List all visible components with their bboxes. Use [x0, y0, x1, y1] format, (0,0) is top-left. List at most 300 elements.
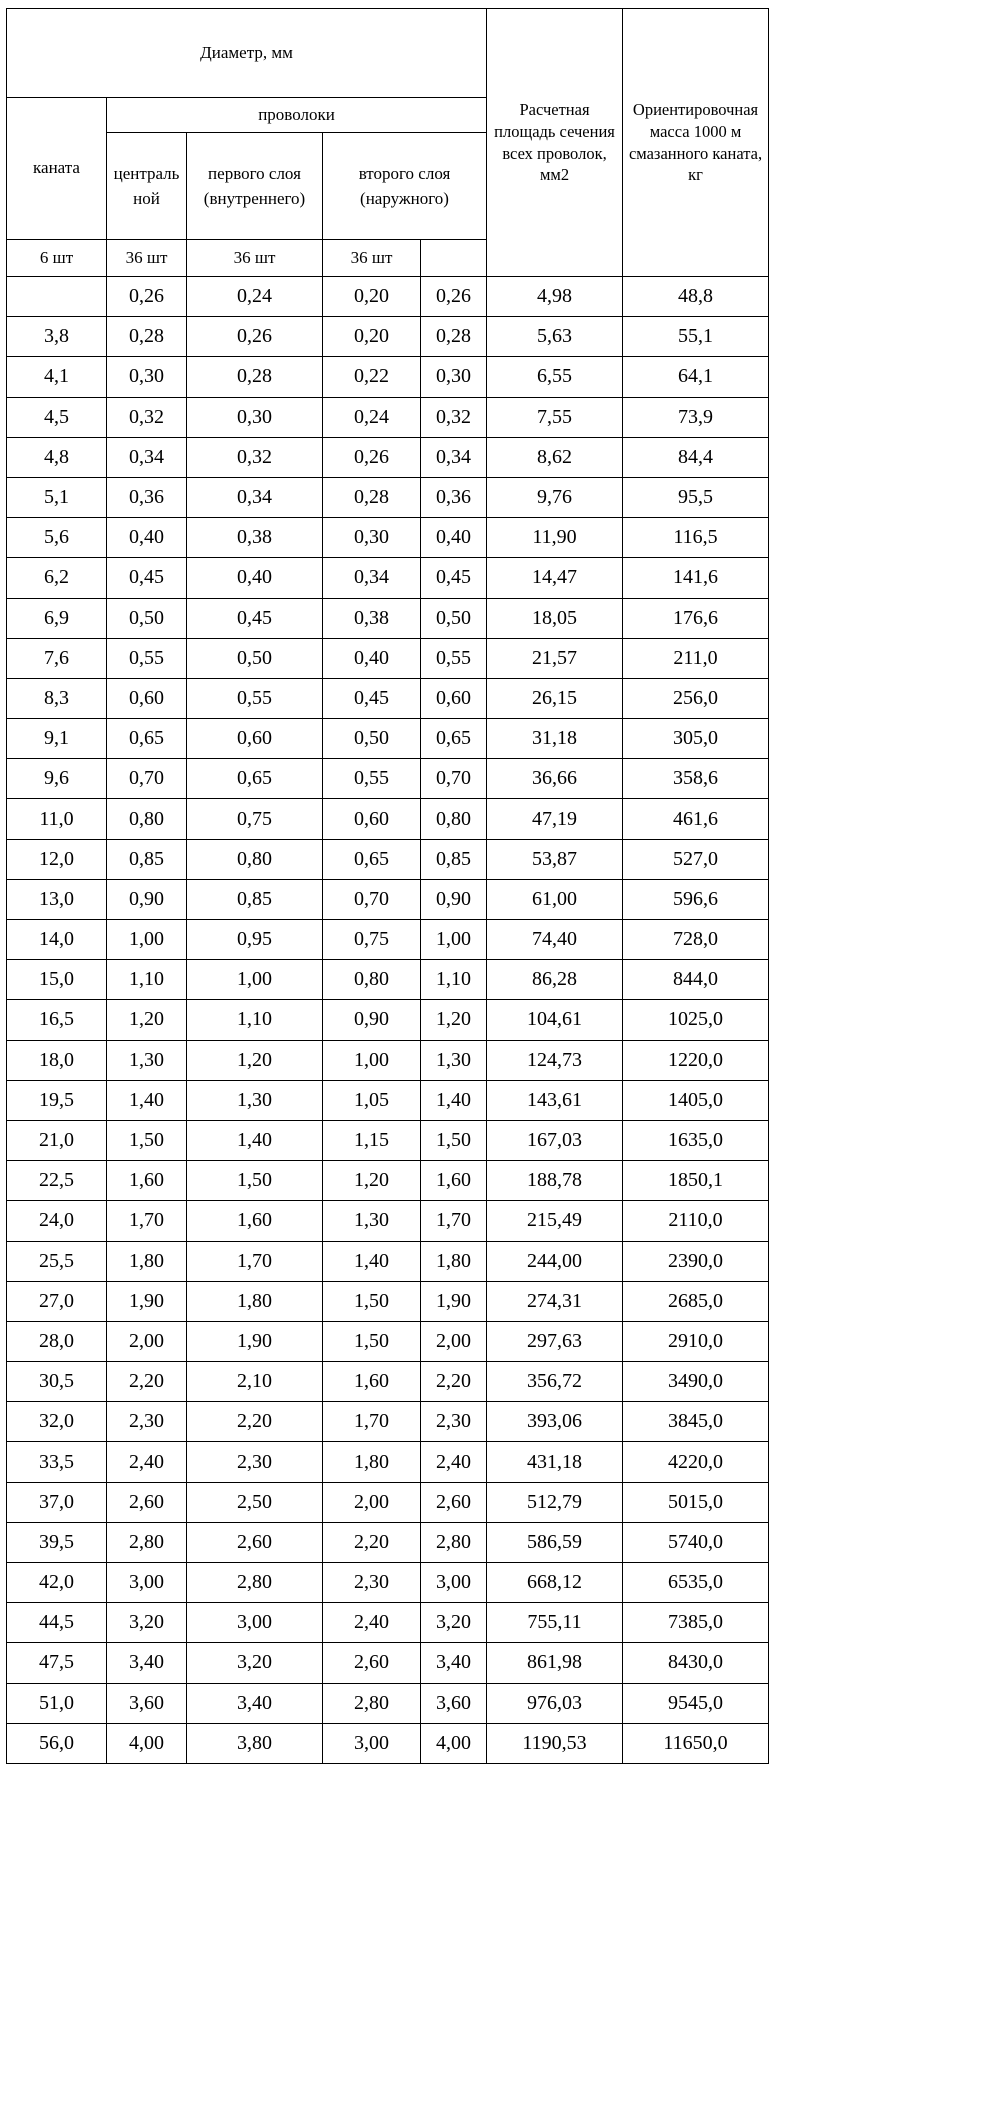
- cell-first-layer: 2,80: [187, 1563, 323, 1603]
- table-row: [7, 1522, 769, 1562]
- cell-section-area: 9,76: [487, 477, 623, 517]
- cell-second-layer-a: 1,70: [323, 1402, 421, 1442]
- cell-second-layer-b: 2,80: [421, 1522, 487, 1562]
- cell-central-wire: 0,80: [107, 799, 187, 839]
- table-row: [7, 1482, 769, 1522]
- cell-second-layer-b: 0,70: [421, 759, 487, 799]
- cell-mass: 73,9: [623, 397, 769, 437]
- table-row: [7, 638, 769, 678]
- cell-first-layer: 0,32: [187, 437, 323, 477]
- cell-central-wire: 1,90: [107, 1281, 187, 1321]
- cell-mass: 358,6: [623, 759, 769, 799]
- cell-second-layer-b: 0,60: [421, 678, 487, 718]
- cell-section-area: 976,03: [487, 1683, 623, 1723]
- cell-first-layer: 1,70: [187, 1241, 323, 1281]
- cell-second-layer-b: 3,40: [421, 1643, 487, 1683]
- cell-first-layer: 0,45: [187, 598, 323, 638]
- cell-rope-diameter: 27,0: [7, 1281, 107, 1321]
- cell-rope-diameter: 4,1: [7, 357, 107, 397]
- header-row-group-titles: [7, 9, 769, 98]
- cell-second-layer-b: 0,50: [421, 598, 487, 638]
- header-count-central: 6 шт: [7, 240, 107, 277]
- cell-second-layer-a: 0,55: [323, 759, 421, 799]
- cell-second-layer-b: 3,60: [421, 1683, 487, 1723]
- cell-second-layer-a: 0,24: [323, 397, 421, 437]
- cell-second-layer-a: 0,60: [323, 799, 421, 839]
- cell-section-area: 1190,53: [487, 1723, 623, 1763]
- header-second-layer: [323, 133, 487, 240]
- cell-second-layer-a: 0,34: [323, 558, 421, 598]
- cell-second-layer-a: 1,80: [323, 1442, 421, 1482]
- table-row: [7, 1563, 769, 1603]
- cell-first-layer: 0,75: [187, 799, 323, 839]
- cell-rope-diameter: 28,0: [7, 1321, 107, 1361]
- cell-second-layer-a: 2,60: [323, 1643, 421, 1683]
- cell-second-layer-b: 1,30: [421, 1040, 487, 1080]
- cell-rope-diameter: 47,5: [7, 1643, 107, 1683]
- cell-central-wire: 1,70: [107, 1201, 187, 1241]
- cell-rope-diameter: 13,0: [7, 879, 107, 919]
- cell-second-layer-a: 1,50: [323, 1321, 421, 1361]
- cell-mass: 1025,0: [623, 1000, 769, 1040]
- header-central-wire-line1: централь: [113, 163, 180, 183]
- cell-second-layer-b: 0,26: [421, 277, 487, 317]
- table-row: [7, 357, 769, 397]
- header-count-first-layer: 36 шт: [107, 240, 187, 277]
- cell-second-layer-a: 0,75: [323, 920, 421, 960]
- cell-second-layer-b: 0,28: [421, 317, 487, 357]
- cell-second-layer-a: 1,05: [323, 1080, 421, 1120]
- cell-first-layer: 1,00: [187, 960, 323, 1000]
- cell-mass: 7385,0: [623, 1603, 769, 1643]
- cell-second-layer-b: 2,40: [421, 1442, 487, 1482]
- table-row: [7, 1402, 769, 1442]
- cell-mass: 84,4: [623, 437, 769, 477]
- cell-rope-diameter: 42,0: [7, 1563, 107, 1603]
- table-row: [7, 1442, 769, 1482]
- cell-section-area: 356,72: [487, 1362, 623, 1402]
- cell-rope-diameter: 32,0: [7, 1402, 107, 1442]
- cell-rope-diameter: 5,6: [7, 518, 107, 558]
- cell-section-area: 274,31: [487, 1281, 623, 1321]
- cell-first-layer: 0,34: [187, 477, 323, 517]
- cell-first-layer: 1,50: [187, 1161, 323, 1201]
- cell-rope-diameter: 7,6: [7, 638, 107, 678]
- cell-rope-diameter: 9,1: [7, 719, 107, 759]
- cell-second-layer-b: 1,40: [421, 1080, 487, 1120]
- cell-first-layer: 0,65: [187, 759, 323, 799]
- cell-mass: 461,6: [623, 799, 769, 839]
- cell-second-layer-a: 1,15: [323, 1120, 421, 1160]
- cell-central-wire: 2,20: [107, 1362, 187, 1402]
- table-row: [7, 1603, 769, 1643]
- cell-section-area: 8,62: [487, 437, 623, 477]
- cell-second-layer-b: 0,40: [421, 518, 487, 558]
- cell-first-layer: 0,26: [187, 317, 323, 357]
- cell-second-layer-b: 1,00: [421, 920, 487, 960]
- cell-section-area: 4,98: [487, 277, 623, 317]
- cell-first-layer: 0,38: [187, 518, 323, 558]
- cell-section-area: 61,00: [487, 879, 623, 919]
- cell-first-layer: 2,50: [187, 1482, 323, 1522]
- cell-mass: 1220,0: [623, 1040, 769, 1080]
- cell-second-layer-b: 0,90: [421, 879, 487, 919]
- cell-mass: 305,0: [623, 719, 769, 759]
- cell-rope-diameter: 18,0: [7, 1040, 107, 1080]
- table-row: [7, 518, 769, 558]
- cell-rope-diameter: 30,5: [7, 1362, 107, 1402]
- cell-second-layer-a: 1,40: [323, 1241, 421, 1281]
- cell-mass: 55,1: [623, 317, 769, 357]
- cell-second-layer-a: 0,50: [323, 719, 421, 759]
- cell-rope-diameter: 19,5: [7, 1080, 107, 1120]
- cell-mass: 4220,0: [623, 1442, 769, 1482]
- cell-mass: 8430,0: [623, 1643, 769, 1683]
- table-row: [7, 759, 769, 799]
- cell-mass: 2390,0: [623, 1241, 769, 1281]
- cell-mass: 176,6: [623, 598, 769, 638]
- cell-section-area: 143,61: [487, 1080, 623, 1120]
- cell-section-area: 188,78: [487, 1161, 623, 1201]
- table-row: [7, 1241, 769, 1281]
- cell-central-wire: 0,65: [107, 719, 187, 759]
- cell-first-layer: 1,40: [187, 1120, 323, 1160]
- cell-second-layer-b: 2,60: [421, 1482, 487, 1522]
- cell-second-layer-b: 2,00: [421, 1321, 487, 1361]
- cell-central-wire: 1,30: [107, 1040, 187, 1080]
- cell-section-area: 53,87: [487, 839, 623, 879]
- header-second-layer-line2: (наружного): [360, 189, 449, 208]
- cell-second-layer-a: 2,20: [323, 1522, 421, 1562]
- header-first-layer: [187, 133, 323, 240]
- table-body: [7, 277, 769, 1764]
- cell-second-layer-b: 0,36: [421, 477, 487, 517]
- cell-section-area: 668,12: [487, 1563, 623, 1603]
- cell-central-wire: 1,40: [107, 1080, 187, 1120]
- table-row: [7, 1643, 769, 1683]
- rope-specification-table: [6, 8, 769, 1764]
- cell-mass: 5015,0: [623, 1482, 769, 1522]
- header-count-second-layer-a: 36 шт: [187, 240, 323, 277]
- cell-mass: 5740,0: [623, 1522, 769, 1562]
- cell-first-layer: 0,85: [187, 879, 323, 919]
- table-row: [7, 839, 769, 879]
- cell-first-layer: 2,10: [187, 1362, 323, 1402]
- cell-rope-diameter: 25,5: [7, 1241, 107, 1281]
- cell-rope-diameter: 22,5: [7, 1161, 107, 1201]
- cell-first-layer: 1,30: [187, 1080, 323, 1120]
- cell-section-area: 244,00: [487, 1241, 623, 1281]
- cell-second-layer-b: 0,45: [421, 558, 487, 598]
- cell-mass: 141,6: [623, 558, 769, 598]
- header-first-layer-line2: (внутреннего): [203, 189, 306, 208]
- cell-second-layer-a: 0,20: [323, 317, 421, 357]
- table-row: [7, 719, 769, 759]
- header-rope-diameter: каната: [7, 98, 107, 240]
- cell-central-wire: 0,28: [107, 317, 187, 357]
- header-second-layer-line1: второго слоя: [358, 163, 451, 183]
- table-row: [7, 1281, 769, 1321]
- table-row: [7, 1362, 769, 1402]
- cell-second-layer-a: 0,90: [323, 1000, 421, 1040]
- cell-first-layer: 0,30: [187, 397, 323, 437]
- cell-mass: 48,8: [623, 277, 769, 317]
- cell-second-layer-b: 0,34: [421, 437, 487, 477]
- cell-mass: 95,5: [623, 477, 769, 517]
- cell-central-wire: 0,90: [107, 879, 187, 919]
- cell-central-wire: 4,00: [107, 1723, 187, 1763]
- table-row: [7, 1683, 769, 1723]
- cell-second-layer-b: 3,20: [421, 1603, 487, 1643]
- cell-first-layer: 3,80: [187, 1723, 323, 1763]
- cell-section-area: 586,59: [487, 1522, 623, 1562]
- cell-rope-diameter: 3,8: [7, 317, 107, 357]
- cell-second-layer-a: 3,00: [323, 1723, 421, 1763]
- header-first-layer-line1: первого слоя: [208, 163, 301, 183]
- cell-central-wire: 0,45: [107, 558, 187, 598]
- table-row: [7, 1161, 769, 1201]
- cell-rope-diameter: 4,8: [7, 437, 107, 477]
- cell-mass: 256,0: [623, 678, 769, 718]
- cell-second-layer-b: 0,30: [421, 357, 487, 397]
- cell-section-area: 5,63: [487, 317, 623, 357]
- cell-first-layer: 2,20: [187, 1402, 323, 1442]
- table-row: [7, 1723, 769, 1763]
- cell-first-layer: 3,20: [187, 1643, 323, 1683]
- table-row: [7, 558, 769, 598]
- cell-mass: 527,0: [623, 839, 769, 879]
- table-row: [7, 437, 769, 477]
- cell-section-area: 14,47: [487, 558, 623, 598]
- cell-central-wire: 2,30: [107, 1402, 187, 1442]
- cell-section-area: 36,66: [487, 759, 623, 799]
- cell-mass: 1635,0: [623, 1120, 769, 1160]
- cell-central-wire: 1,50: [107, 1120, 187, 1160]
- cell-second-layer-b: 1,60: [421, 1161, 487, 1201]
- cell-central-wire: 0,70: [107, 759, 187, 799]
- cell-central-wire: 1,10: [107, 960, 187, 1000]
- cell-mass: 1405,0: [623, 1080, 769, 1120]
- cell-central-wire: 2,40: [107, 1442, 187, 1482]
- cell-central-wire: 2,60: [107, 1482, 187, 1522]
- cell-section-area: 861,98: [487, 1643, 623, 1683]
- cell-rope-diameter: 8,3: [7, 678, 107, 718]
- cell-central-wire: 0,40: [107, 518, 187, 558]
- header-section-area: Расчетная площадь сечения всех проволок, мм2: [487, 9, 623, 277]
- cell-rope-diameter: 44,5: [7, 1603, 107, 1643]
- cell-central-wire: 0,60: [107, 678, 187, 718]
- cell-section-area: 167,03: [487, 1120, 623, 1160]
- cell-second-layer-a: 0,38: [323, 598, 421, 638]
- cell-first-layer: 2,30: [187, 1442, 323, 1482]
- table-header: [7, 9, 769, 277]
- table-row: [7, 1040, 769, 1080]
- cell-central-wire: 3,60: [107, 1683, 187, 1723]
- cell-section-area: 47,19: [487, 799, 623, 839]
- cell-rope-diameter: 56,0: [7, 1723, 107, 1763]
- cell-section-area: 297,63: [487, 1321, 623, 1361]
- cell-first-layer: 0,55: [187, 678, 323, 718]
- cell-mass: 211,0: [623, 638, 769, 678]
- cell-mass: 2685,0: [623, 1281, 769, 1321]
- cell-mass: 596,6: [623, 879, 769, 919]
- cell-rope-diameter: 39,5: [7, 1522, 107, 1562]
- cell-second-layer-b: 0,85: [421, 839, 487, 879]
- cell-central-wire: 0,34: [107, 437, 187, 477]
- cell-second-layer-a: 1,30: [323, 1201, 421, 1241]
- table-row: [7, 1120, 769, 1160]
- table-row: [7, 1000, 769, 1040]
- header-mass-per-1000m: Ориентировочная масса 1000 м смазанного каната, кг: [623, 9, 769, 277]
- cell-central-wire: 1,00: [107, 920, 187, 960]
- cell-second-layer-b: 0,32: [421, 397, 487, 437]
- cell-second-layer-a: 2,00: [323, 1482, 421, 1522]
- cell-central-wire: 0,55: [107, 638, 187, 678]
- cell-central-wire: 2,00: [107, 1321, 187, 1361]
- cell-rope-diameter: 6,9: [7, 598, 107, 638]
- cell-mass: 3490,0: [623, 1362, 769, 1402]
- cell-second-layer-a: 0,20: [323, 277, 421, 317]
- cell-first-layer: 1,10: [187, 1000, 323, 1040]
- cell-rope-diameter: 9,6: [7, 759, 107, 799]
- cell-second-layer-b: 1,80: [421, 1241, 487, 1281]
- cell-first-layer: 0,40: [187, 558, 323, 598]
- table-row: [7, 277, 769, 317]
- cell-section-area: 21,57: [487, 638, 623, 678]
- table-row: [7, 317, 769, 357]
- cell-central-wire: 3,20: [107, 1603, 187, 1643]
- cell-mass: 2110,0: [623, 1201, 769, 1241]
- cell-section-area: 18,05: [487, 598, 623, 638]
- cell-second-layer-a: 0,28: [323, 477, 421, 517]
- cell-rope-diameter: 21,0: [7, 1120, 107, 1160]
- cell-second-layer-b: 3,00: [421, 1563, 487, 1603]
- cell-section-area: 104,61: [487, 1000, 623, 1040]
- cell-second-layer-a: 1,20: [323, 1161, 421, 1201]
- cell-rope-diameter: 5,1: [7, 477, 107, 517]
- cell-first-layer: 3,40: [187, 1683, 323, 1723]
- cell-section-area: 6,55: [487, 357, 623, 397]
- cell-second-layer-a: 0,22: [323, 357, 421, 397]
- cell-central-wire: 0,26: [107, 277, 187, 317]
- cell-first-layer: 0,50: [187, 638, 323, 678]
- cell-central-wire: 1,60: [107, 1161, 187, 1201]
- cell-rope-diameter: 37,0: [7, 1482, 107, 1522]
- cell-central-wire: 0,32: [107, 397, 187, 437]
- cell-mass: 2910,0: [623, 1321, 769, 1361]
- cell-second-layer-a: 0,26: [323, 437, 421, 477]
- cell-section-area: 74,40: [487, 920, 623, 960]
- cell-second-layer-b: 1,10: [421, 960, 487, 1000]
- cell-section-area: 393,06: [487, 1402, 623, 1442]
- cell-rope-diameter: 14,0: [7, 920, 107, 960]
- cell-first-layer: 1,60: [187, 1201, 323, 1241]
- cell-mass: 728,0: [623, 920, 769, 960]
- cell-second-layer-b: 1,90: [421, 1281, 487, 1321]
- cell-second-layer-b: 1,20: [421, 1000, 487, 1040]
- header-central-wire-line2: ной: [133, 189, 160, 208]
- cell-first-layer: 0,95: [187, 920, 323, 960]
- header-count-second-layer-b: 36 шт: [323, 240, 421, 277]
- table-row: [7, 1201, 769, 1241]
- table-row: [7, 678, 769, 718]
- cell-second-layer-a: 0,80: [323, 960, 421, 1000]
- cell-rope-diameter: 33,5: [7, 1442, 107, 1482]
- cell-first-layer: 0,28: [187, 357, 323, 397]
- cell-central-wire: 1,20: [107, 1000, 187, 1040]
- cell-first-layer: 1,80: [187, 1281, 323, 1321]
- cell-section-area: 215,49: [487, 1201, 623, 1241]
- cell-mass: 6535,0: [623, 1563, 769, 1603]
- cell-first-layer: 3,00: [187, 1603, 323, 1643]
- cell-second-layer-b: 4,00: [421, 1723, 487, 1763]
- table-row: [7, 1321, 769, 1361]
- cell-first-layer: 0,60: [187, 719, 323, 759]
- cell-second-layer-a: 2,40: [323, 1603, 421, 1643]
- cell-section-area: 7,55: [487, 397, 623, 437]
- cell-rope-diameter: 11,0: [7, 799, 107, 839]
- header-wire-group: проволоки: [107, 98, 487, 133]
- table-row: [7, 397, 769, 437]
- cell-central-wire: 0,30: [107, 357, 187, 397]
- cell-mass: 116,5: [623, 518, 769, 558]
- cell-central-wire: 2,80: [107, 1522, 187, 1562]
- cell-second-layer-a: 2,30: [323, 1563, 421, 1603]
- cell-section-area: 755,11: [487, 1603, 623, 1643]
- cell-second-layer-a: 1,00: [323, 1040, 421, 1080]
- cell-central-wire: 3,00: [107, 1563, 187, 1603]
- cell-first-layer: 0,80: [187, 839, 323, 879]
- cell-first-layer: 1,90: [187, 1321, 323, 1361]
- cell-second-layer-b: 1,50: [421, 1120, 487, 1160]
- cell-second-layer-a: 0,70: [323, 879, 421, 919]
- cell-mass: 1850,1: [623, 1161, 769, 1201]
- cell-first-layer: 0,24: [187, 277, 323, 317]
- cell-second-layer-b: 2,30: [421, 1402, 487, 1442]
- cell-second-layer-a: 0,40: [323, 638, 421, 678]
- cell-mass: 64,1: [623, 357, 769, 397]
- cell-section-area: 431,18: [487, 1442, 623, 1482]
- cell-section-area: 86,28: [487, 960, 623, 1000]
- cell-second-layer-b: 0,65: [421, 719, 487, 759]
- cell-second-layer-a: 0,65: [323, 839, 421, 879]
- cell-mass: 9545,0: [623, 1683, 769, 1723]
- cell-central-wire: 0,36: [107, 477, 187, 517]
- cell-rope-diameter: 24,0: [7, 1201, 107, 1241]
- cell-rope-diameter: 12,0: [7, 839, 107, 879]
- cell-section-area: 512,79: [487, 1482, 623, 1522]
- cell-mass: 3845,0: [623, 1402, 769, 1442]
- cell-rope-diameter: 15,0: [7, 960, 107, 1000]
- header-diameter-group: Диаметр, мм: [7, 9, 487, 98]
- cell-first-layer: 1,20: [187, 1040, 323, 1080]
- cell-central-wire: 0,50: [107, 598, 187, 638]
- cell-section-area: 11,90: [487, 518, 623, 558]
- cell-central-wire: 0,85: [107, 839, 187, 879]
- table-row: [7, 598, 769, 638]
- cell-second-layer-b: 1,70: [421, 1201, 487, 1241]
- cell-second-layer-a: 0,45: [323, 678, 421, 718]
- table-row: [7, 799, 769, 839]
- cell-mass: 11650,0: [623, 1723, 769, 1763]
- cell-second-layer-b: 0,80: [421, 799, 487, 839]
- cell-central-wire: 3,40: [107, 1643, 187, 1683]
- cell-first-layer: 2,60: [187, 1522, 323, 1562]
- cell-rope-diameter: 4,5: [7, 397, 107, 437]
- header-central-wire: [107, 133, 187, 240]
- cell-section-area: 26,15: [487, 678, 623, 718]
- cell-section-area: 124,73: [487, 1040, 623, 1080]
